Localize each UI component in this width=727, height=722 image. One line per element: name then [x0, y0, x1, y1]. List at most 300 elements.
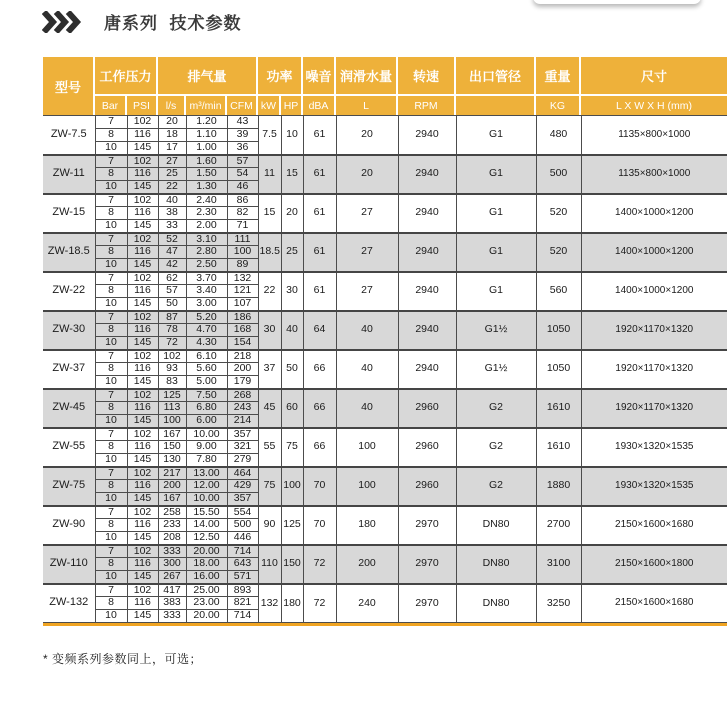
cell-ls: 167 — [158, 428, 186, 441]
table-row-ZW-37-7bar — [43, 350, 727, 363]
cell-bar: 8 — [95, 129, 127, 142]
cell-bar: 8 — [95, 246, 127, 259]
cell-outlet: G2 — [456, 389, 536, 428]
cell-ls: 383 — [158, 597, 186, 610]
cell-m3min: 3.00 — [186, 298, 227, 311]
cell-kg: 1050 — [536, 350, 581, 389]
cell-cfm: 200 — [227, 363, 258, 376]
cell-cfm: 100 — [227, 246, 258, 259]
spec-table — [43, 115, 727, 623]
cell-m3min: 2.30 — [186, 207, 227, 220]
cell-psi: 102 — [127, 272, 158, 285]
cell-rpm: 2940 — [398, 194, 456, 233]
cell-m3min: 9.00 — [186, 441, 227, 454]
cell-bar: 8 — [95, 207, 127, 220]
cell-bar: 10 — [95, 415, 127, 428]
cell-ls: 93 — [158, 363, 186, 376]
cell-bar: 10 — [95, 571, 127, 584]
cell-bar: 8 — [95, 363, 127, 376]
cell-cfm: 357 — [227, 493, 258, 506]
cell-dba: 70 — [303, 506, 336, 545]
cell-bar: 7 — [95, 389, 127, 402]
header-dimensions: 尺寸 — [581, 57, 727, 94]
cell-hp: 100 — [281, 467, 303, 506]
cell-bar: 7 — [95, 194, 127, 207]
cell-rpm: 2940 — [398, 155, 456, 194]
cell-m3min: 3.70 — [186, 272, 227, 285]
header-working-pressure: 工作压力 — [95, 57, 156, 94]
cell-bar: 10 — [95, 493, 127, 506]
cell-hp: 50 — [281, 350, 303, 389]
cell-bar: 8 — [95, 519, 127, 532]
cell-cfm: 132 — [227, 272, 258, 285]
cell-psi: 116 — [127, 558, 158, 571]
cell-hp: 40 — [281, 311, 303, 350]
cell-m3min: 16.00 — [186, 571, 227, 584]
unit-kw: kW — [258, 96, 279, 115]
cell-dba: 72 — [303, 545, 336, 584]
cell-hp: 10 — [281, 116, 303, 155]
cell-ls: 57 — [158, 285, 186, 298]
cell-psi: 102 — [127, 311, 158, 324]
cell-psi: 102 — [127, 467, 158, 480]
cell-cfm: 39 — [227, 129, 258, 142]
cell-m3min: 6.10 — [186, 350, 227, 363]
cell-bar: 8 — [95, 597, 127, 610]
header-lubricating-water: 润滑水量 — [336, 57, 396, 94]
cell-ls: 78 — [158, 324, 186, 337]
cell-m3min: 1.50 — [186, 168, 227, 181]
table-row-ZW-22-7bar — [43, 272, 727, 285]
header-noise: 噪音 — [303, 57, 334, 94]
unit-hp: HP — [281, 96, 301, 115]
cell-bar: 8 — [95, 285, 127, 298]
cell-bar: 7 — [95, 428, 127, 441]
cell-model: ZW-110 — [43, 545, 95, 584]
cell-ls: 52 — [158, 233, 186, 246]
header-displacement: 排气量 — [158, 57, 256, 94]
cell-ls: 87 — [158, 311, 186, 324]
cell-bar: 8 — [95, 480, 127, 493]
cell-dba: 70 — [303, 467, 336, 506]
cell-bar: 7 — [95, 467, 127, 480]
cell-m3min: 2.00 — [186, 220, 227, 233]
cell-rpm: 2940 — [398, 311, 456, 350]
cell-dba: 61 — [303, 272, 336, 311]
cell-m3min: 5.60 — [186, 363, 227, 376]
cell-outlet: G1½ — [456, 350, 536, 389]
cell-psi: 116 — [127, 363, 158, 376]
cell-model: ZW-22 — [43, 272, 95, 311]
header-model: 型号 — [43, 57, 93, 115]
table-row-ZW-90-7bar — [43, 506, 727, 519]
cell-kg: 480 — [536, 116, 581, 155]
cell-model: ZW-18.5 — [43, 233, 95, 272]
cell-dims: 1920×1170×1320 — [581, 350, 727, 389]
cell-kg: 1050 — [536, 311, 581, 350]
cell-bar: 7 — [95, 584, 127, 597]
cell-psi: 145 — [127, 610, 158, 623]
cell-cfm: 46 — [227, 181, 258, 194]
cell-outlet: G2 — [456, 428, 536, 467]
header-power: 功率 — [258, 57, 301, 94]
unit-cfm: CFM — [227, 96, 256, 115]
cell-bar: 7 — [95, 350, 127, 363]
cell-cfm: 464 — [227, 467, 258, 480]
cell-psi: 145 — [127, 493, 158, 506]
cell-hp: 20 — [281, 194, 303, 233]
table-bottom-accent-line — [43, 623, 727, 626]
unit-dba: dBA — [303, 96, 334, 115]
table-row-ZW-18.5-7bar — [43, 233, 727, 246]
cell-kw: 15 — [258, 194, 281, 233]
cell-cfm: 571 — [227, 571, 258, 584]
cell-cfm: 89 — [227, 259, 258, 272]
cell-model: ZW-55 — [43, 428, 95, 467]
cell-ls: 17 — [158, 142, 186, 155]
cell-water: 100 — [336, 428, 398, 467]
cell-psi: 102 — [127, 428, 158, 441]
cell-m3min: 4.30 — [186, 337, 227, 350]
footnote: * 变频系列参数同上，可选； — [43, 652, 203, 666]
cell-model: ZW-37 — [43, 350, 95, 389]
cell-kg: 500 — [536, 155, 581, 194]
cell-bar: 7 — [95, 233, 127, 246]
table-row-ZW-30-7bar — [43, 311, 727, 324]
cell-cfm: 446 — [227, 532, 258, 545]
cell-m3min: 1.10 — [186, 129, 227, 142]
cell-cfm: 214 — [227, 415, 258, 428]
cell-ls: 333 — [158, 610, 186, 623]
cell-bar: 7 — [95, 545, 127, 558]
cell-outlet: G1 — [456, 272, 536, 311]
cell-model: ZW-30 — [43, 311, 95, 350]
cell-ls: 167 — [158, 493, 186, 506]
cell-dims: 2150×1600×1800 — [581, 545, 727, 584]
cell-psi: 102 — [127, 116, 158, 129]
cell-kw: 110 — [258, 545, 281, 584]
cell-psi: 102 — [127, 389, 158, 402]
cell-dims: 1400×1000×1200 — [581, 194, 727, 233]
cell-model: ZW-132 — [43, 584, 95, 623]
cell-bar: 8 — [95, 441, 127, 454]
cell-m3min: 6.00 — [186, 415, 227, 428]
cell-rpm: 2970 — [398, 506, 456, 545]
header-outlet-pipe: 出口管径 — [456, 57, 534, 94]
cell-outlet: G1½ — [456, 311, 536, 350]
cell-m3min: 3.40 — [186, 285, 227, 298]
cell-ls: 102 — [158, 350, 186, 363]
cell-ls: 113 — [158, 402, 186, 415]
cell-psi: 145 — [127, 259, 158, 272]
table-row-ZW-110-7bar — [43, 545, 727, 558]
cell-m3min: 2.80 — [186, 246, 227, 259]
cell-psi: 102 — [127, 233, 158, 246]
unit-rpm: RPM — [398, 96, 454, 115]
table-row-ZW-132-7bar — [43, 584, 727, 597]
cell-cfm: 429 — [227, 480, 258, 493]
cell-model: ZW-75 — [43, 467, 95, 506]
cell-outlet: G2 — [456, 467, 536, 506]
cell-m3min: 18.00 — [186, 558, 227, 571]
cell-ls: 27 — [158, 155, 186, 168]
cell-kg: 2700 — [536, 506, 581, 545]
cell-cfm: 82 — [227, 207, 258, 220]
cell-ls: 72 — [158, 337, 186, 350]
cell-ls: 47 — [158, 246, 186, 259]
spec-table-wrap — [43, 57, 727, 626]
cell-cfm: 57 — [227, 155, 258, 168]
cell-bar: 7 — [95, 272, 127, 285]
cell-model: ZW-90 — [43, 506, 95, 545]
cell-psi: 145 — [127, 454, 158, 467]
cell-dims: 1930×1320×1535 — [581, 428, 727, 467]
cell-psi: 116 — [127, 441, 158, 454]
cell-water: 40 — [336, 389, 398, 428]
cell-bar: 10 — [95, 181, 127, 194]
unit-bar: Bar — [95, 96, 125, 115]
cell-bar: 10 — [95, 337, 127, 350]
spec-table-header — [43, 57, 727, 115]
cell-m3min: 3.10 — [186, 233, 227, 246]
cell-m3min: 1.20 — [186, 116, 227, 129]
cell-m3min: 12.00 — [186, 480, 227, 493]
unit-psi: PSI — [127, 96, 156, 115]
cell-m3min: 7.80 — [186, 454, 227, 467]
cell-cfm: 71 — [227, 220, 258, 233]
cell-psi: 116 — [127, 324, 158, 337]
unit-liters: L — [336, 96, 396, 115]
cell-dims: 1920×1170×1320 — [581, 311, 727, 350]
page-title: 唐系列 技术参数 — [104, 14, 242, 33]
cell-dims: 2150×1600×1680 — [581, 584, 727, 623]
cell-water: 40 — [336, 311, 398, 350]
cell-bar: 10 — [95, 376, 127, 389]
cell-kg: 520 — [536, 233, 581, 272]
cell-m3min: 5.20 — [186, 311, 227, 324]
cell-cfm: 168 — [227, 324, 258, 337]
cell-ls: 50 — [158, 298, 186, 311]
cell-water: 27 — [336, 233, 398, 272]
cell-water: 20 — [336, 116, 398, 155]
table-row-ZW-45-7bar — [43, 389, 727, 402]
cell-dba: 66 — [303, 428, 336, 467]
unit-kg: KG — [536, 96, 579, 115]
cell-bar: 8 — [95, 558, 127, 571]
cell-cfm: 643 — [227, 558, 258, 571]
cell-psi: 102 — [127, 350, 158, 363]
cell-ls: 200 — [158, 480, 186, 493]
cell-water: 40 — [336, 350, 398, 389]
cell-ls: 62 — [158, 272, 186, 285]
cell-hp: 180 — [281, 584, 303, 623]
cell-water: 240 — [336, 584, 398, 623]
cell-hp: 25 — [281, 233, 303, 272]
cell-ls: 258 — [158, 506, 186, 519]
cell-model: ZW-7.5 — [43, 116, 95, 155]
cell-ls: 130 — [158, 454, 186, 467]
cell-kw: 45 — [258, 389, 281, 428]
cell-cfm: 893 — [227, 584, 258, 597]
cell-dims: 2150×1600×1680 — [581, 506, 727, 545]
table-row-ZW-55-7bar — [43, 428, 727, 441]
cell-psi: 145 — [127, 571, 158, 584]
cell-bar: 7 — [95, 311, 127, 324]
cell-m3min: 15.50 — [186, 506, 227, 519]
cell-kg: 1880 — [536, 467, 581, 506]
header-speed: 转速 — [398, 57, 454, 94]
cell-dba: 72 — [303, 584, 336, 623]
cell-rpm: 2970 — [398, 545, 456, 584]
page-tab-shadow — [533, 0, 701, 4]
triple-chevron-icon — [42, 11, 82, 33]
cell-ls: 18 — [158, 129, 186, 142]
cell-m3min: 10.00 — [186, 428, 227, 441]
cell-water: 27 — [336, 194, 398, 233]
cell-bar: 10 — [95, 454, 127, 467]
cell-psi: 145 — [127, 376, 158, 389]
cell-rpm: 2960 — [398, 467, 456, 506]
header-weight: 重量 — [536, 57, 579, 94]
cell-ls: 333 — [158, 545, 186, 558]
table-row-ZW-15-7bar — [43, 194, 727, 207]
cell-kw: 30 — [258, 311, 281, 350]
cell-rpm: 2940 — [398, 233, 456, 272]
cell-cfm: 121 — [227, 285, 258, 298]
cell-m3min: 12.50 — [186, 532, 227, 545]
cell-cfm: 111 — [227, 233, 258, 246]
cell-psi: 145 — [127, 142, 158, 155]
cell-psi: 116 — [127, 519, 158, 532]
unit-outlet-blank — [456, 96, 534, 115]
cell-rpm: 2960 — [398, 389, 456, 428]
cell-outlet: G1 — [456, 155, 536, 194]
cell-ls: 20 — [158, 116, 186, 129]
cell-bar: 8 — [95, 402, 127, 415]
cell-kw: 75 — [258, 467, 281, 506]
cell-m3min: 6.80 — [186, 402, 227, 415]
cell-model: ZW-15 — [43, 194, 95, 233]
cell-psi: 116 — [127, 285, 158, 298]
cell-m3min: 1.60 — [186, 155, 227, 168]
cell-cfm: 714 — [227, 610, 258, 623]
cell-cfm: 279 — [227, 454, 258, 467]
cell-m3min: 4.70 — [186, 324, 227, 337]
cell-m3min: 10.00 — [186, 493, 227, 506]
cell-kw: 55 — [258, 428, 281, 467]
cell-cfm: 821 — [227, 597, 258, 610]
cell-outlet: DN80 — [456, 506, 536, 545]
cell-psi: 102 — [127, 545, 158, 558]
cell-hp: 75 — [281, 428, 303, 467]
unit-m3min: m³/min — [186, 96, 225, 115]
cell-ls: 233 — [158, 519, 186, 532]
cell-cfm: 500 — [227, 519, 258, 532]
cell-psi: 102 — [127, 506, 158, 519]
cell-kw: 37 — [258, 350, 281, 389]
cell-dims: 1135×800×1000 — [581, 116, 727, 155]
cell-ls: 300 — [158, 558, 186, 571]
cell-hp: 125 — [281, 506, 303, 545]
table-row-ZW-7.5-7bar — [43, 116, 727, 129]
cell-m3min: 2.50 — [186, 259, 227, 272]
cell-kg: 520 — [536, 194, 581, 233]
cell-ls: 25 — [158, 168, 186, 181]
cell-kw: 90 — [258, 506, 281, 545]
cell-cfm: 86 — [227, 194, 258, 207]
cell-ls: 125 — [158, 389, 186, 402]
cell-bar: 10 — [95, 532, 127, 545]
cell-m3min: 25.00 — [186, 584, 227, 597]
cell-cfm: 243 — [227, 402, 258, 415]
cell-dba: 61 — [303, 194, 336, 233]
cell-ls: 22 — [158, 181, 186, 194]
cell-cfm: 186 — [227, 311, 258, 324]
cell-bar: 8 — [95, 324, 127, 337]
cell-m3min: 14.00 — [186, 519, 227, 532]
cell-cfm: 43 — [227, 116, 258, 129]
cell-rpm: 2940 — [398, 350, 456, 389]
cell-ls: 40 — [158, 194, 186, 207]
cell-outlet: DN80 — [456, 545, 536, 584]
cell-cfm: 554 — [227, 506, 258, 519]
cell-rpm: 2940 — [398, 116, 456, 155]
cell-ls: 150 — [158, 441, 186, 454]
cell-m3min: 13.00 — [186, 467, 227, 480]
cell-psi: 145 — [127, 532, 158, 545]
cell-model: ZW-11 — [43, 155, 95, 194]
cell-psi: 116 — [127, 129, 158, 142]
cell-water: 20 — [336, 155, 398, 194]
cell-dba: 66 — [303, 350, 336, 389]
cell-ls: 38 — [158, 207, 186, 220]
cell-bar: 10 — [95, 610, 127, 623]
cell-psi: 145 — [127, 298, 158, 311]
cell-psi: 145 — [127, 415, 158, 428]
cell-model: ZW-45 — [43, 389, 95, 428]
cell-kg: 3100 — [536, 545, 581, 584]
cell-psi: 145 — [127, 181, 158, 194]
cell-psi: 102 — [127, 584, 158, 597]
table-row-ZW-75-7bar — [43, 467, 727, 480]
cell-dims: 1400×1000×1200 — [581, 272, 727, 311]
cell-m3min: 20.00 — [186, 610, 227, 623]
cell-dba: 61 — [303, 233, 336, 272]
cell-psi: 116 — [127, 402, 158, 415]
cell-cfm: 36 — [227, 142, 258, 155]
cell-psi: 102 — [127, 155, 158, 168]
cell-cfm: 268 — [227, 389, 258, 402]
cell-cfm: 218 — [227, 350, 258, 363]
cell-m3min: 1.30 — [186, 181, 227, 194]
cell-m3min: 23.00 — [186, 597, 227, 610]
cell-kg: 3250 — [536, 584, 581, 623]
cell-hp: 30 — [281, 272, 303, 311]
unit-ls: l/s — [158, 96, 184, 115]
cell-cfm: 321 — [227, 441, 258, 454]
cell-hp: 60 — [281, 389, 303, 428]
cell-dims: 1920×1170×1320 — [581, 389, 727, 428]
cell-bar: 7 — [95, 506, 127, 519]
cell-cfm: 179 — [227, 376, 258, 389]
cell-psi: 102 — [127, 194, 158, 207]
cell-m3min: 7.50 — [186, 389, 227, 402]
cell-ls: 42 — [158, 259, 186, 272]
cell-hp: 15 — [281, 155, 303, 194]
cell-ls: 417 — [158, 584, 186, 597]
cell-water: 100 — [336, 467, 398, 506]
cell-dba: 66 — [303, 389, 336, 428]
